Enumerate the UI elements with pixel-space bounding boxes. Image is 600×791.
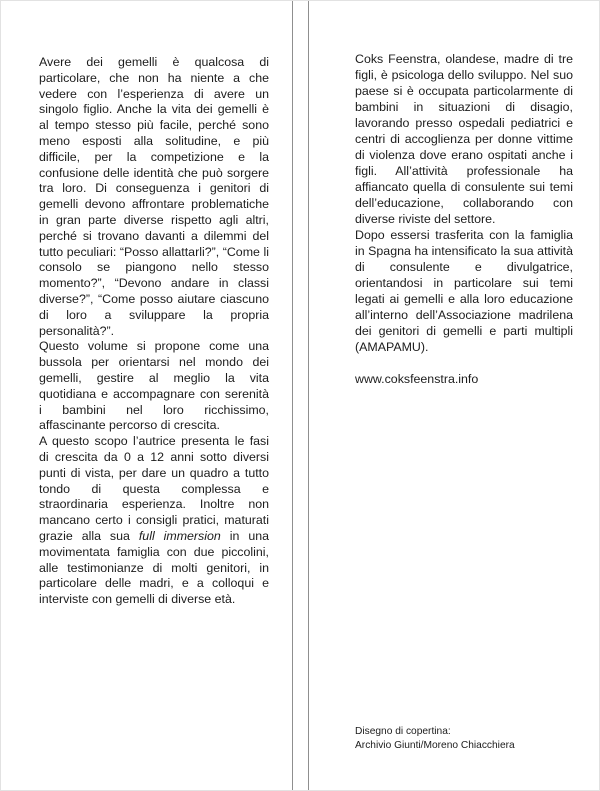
italic-phrase: full immersion [138,528,221,543]
right-flap-text [355,51,573,387]
gutter-line-right [308,1,309,791]
paragraph: Coks Feenstra, olandese, madre di tre figli, è psicologa dello sviluppo. Nel suo paese si è occupata particolarmente di bambini in situazioni di disagio, lavorando presso ospedali pediatrici e centri di accoglienza per donne vittime di violenza dove erano ospitati anche i figli. All’attività professionale ha affiancato quella di consulente sui temi dell’educazione, collaborando con diverse riviste del settore. [355,52,573,226]
cover-credit [355,725,515,752]
paragraph: Avere dei gemelli è qualcosa di particolare, che non ha niente a che vedere con l’esperienza di avere un singolo figlio. Anche la vita dei gemelli è al tempo stesso più facile, perché sono meno esposti alla solitudine, e più difficile, per la competizione e la confusione delle identità che può sorgere tra loro. Di conseguenza i genitori di gemelli devono affrontare problematiche in gran parte diverse rispetto agli altri, perché si trovano davanti a dilemmi del tutto peculiari: “Posso allattarli?”, “Come li consolo se piangono nello stesso momento?”, “Devono andare in classi diverse?”, “Come posso aiutare ciascuno di loro a sviluppare la propria personalità?”. [39,55,269,338]
credit-line: Disegno di copertina: [355,726,451,737]
paragraph: Dopo essersi trasferita con la famiglia in Spagna ha intensificato la sua attività di consulente e divulgatrice, orientandosi in particolare sui temi legati ai gemelli e alla loro educazione all’interno dell’Associazione madrilena dei genitori di gemelli e parti multipli (AMAPAMU). [355,228,573,354]
left-flap-text [39,55,269,608]
paragraph-text: in una movimentata famiglia con due piccolini, alle testimonianze di molti genitori, in particolare delle madri, e a colloqui e interviste con gemelli di diverse età. [39,528,270,607]
gutter-line-left [292,1,293,791]
paragraph: Questo volume si propone come una bussola per orientarsi nel mondo dei gemelli, gestire al meglio la vita quotidiana e accompagnare con serenità i bambini nel loro ricchissimo, affascinante percorso di crescita. [39,339,269,433]
paragraph [39,434,269,608]
paragraph-text: A questo scopo l’autrice presenta le fasi di crescita da 0 a 12 anni sotto diversi punti di vista, per dare un quadro a tutto tondo di questa complessa e straordinaria esperienza. Inoltre non mancano certo i consigli pratici, maturati grazie alla sua [39,434,269,543]
website-text: www.coksfeenstra.info [355,372,479,386]
credit-line: Archivio Giunti/Moreno Chiacchiera [355,739,515,751]
